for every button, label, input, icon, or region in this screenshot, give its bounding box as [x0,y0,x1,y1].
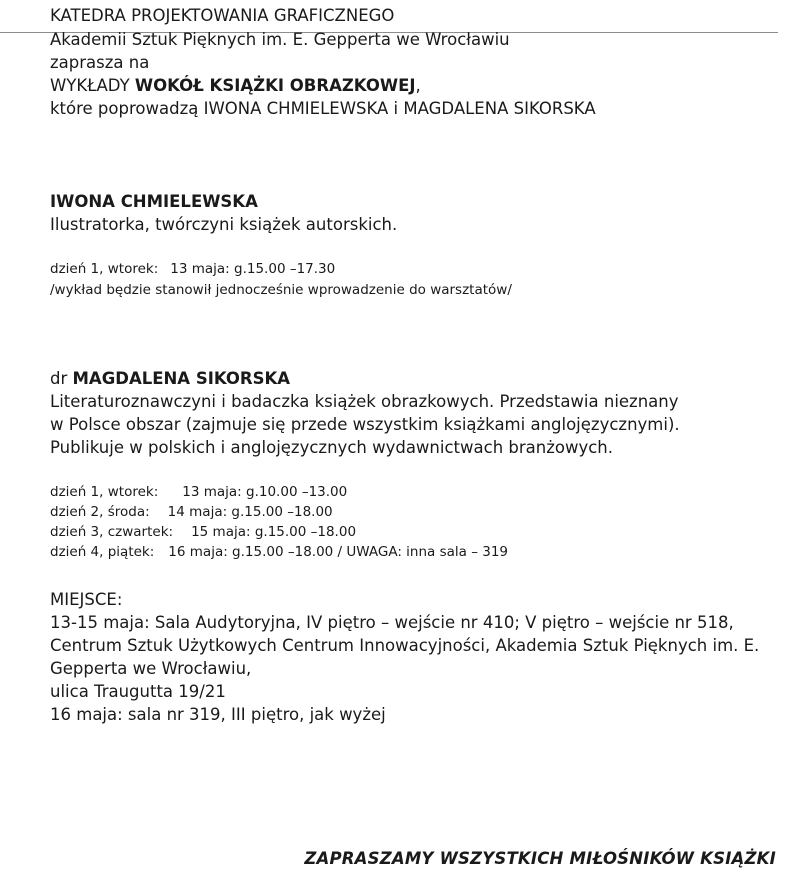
speaker1-schedule-row [50,263,335,277]
lecturers-names: IWONA CHMIELEWSKA i MAGDALENA SIKORSKA [203,99,596,118]
lecture-title-line [50,78,421,95]
speaker2-name-line [50,371,290,388]
schedule-date-time: 13 maja: g.10.00 –13.00 [182,484,348,500]
speaker2-name: MAGDALENA SIKORSKA [72,369,291,388]
schedule-day: dzień 2, środa: [50,504,150,520]
place-line: ulica Traugutta 19/21 [50,682,226,701]
lecture-title: WOKÓŁ KSIĄŻKI OBRAZKOWEJ [134,76,416,95]
department-name: KATEDRA PROJEKTOWANIA GRAFICZNEGO [50,6,395,25]
speaker2-title: dr [50,369,73,388]
speaker2-schedule-row [50,546,508,560]
schedule-day: dzień 4, piątek: [50,544,155,560]
speaker2-schedule-row [50,506,333,520]
schedule-date-time: 13 maja: g.15.00 –17.30 [170,261,336,277]
speaker2-bio-line: w Polsce obszar (zajmuje się przede wszystkim książkami anglojęzycznymi). [50,415,680,434]
speaker1-note: /wykład będzie stanowił jednocześnie wprowadzenie do warsztatów/ [50,282,512,298]
speaker2-schedule-row [50,486,347,500]
lecture-prefix: WYKŁADY [50,76,135,95]
place-label: MIEJSCE: [50,590,123,609]
closing-invitation: ZAPRASZAMY WSZYSTKICH MIŁOŚNIKÓW KSIĄŻKI [304,849,776,868]
lecturers-line [50,101,596,118]
speaker1-name-text: IWONA CHMIELEWSKA [50,192,258,211]
lecturers-prefix: które poprowadzą [50,99,204,118]
place-line: Gepperta we Wrocławiu, [50,659,252,678]
invite-text: zaprasza na [50,53,150,72]
schedule-day: dzień 1, wtorek: [50,261,159,277]
schedule-day: dzień 3, czwartek: [50,524,174,540]
speaker2-bio-line: Literaturoznawczyni i badaczka książek obrazkowych. Przedstawia nieznany [50,392,679,411]
schedule-day: dzień 1, wtorek: [50,484,159,500]
schedule-date-time: 14 maja: g.15.00 –18.00 [167,504,333,520]
place-line: Centrum Sztuk Użytkowych Centrum Innowacyjności, Akademia Sztuk Pięknych im. E. [50,636,760,655]
schedule-date-time: 15 maja: g.15.00 –18.00 [191,524,357,540]
speaker1-bio: Ilustratorka, twórczyni książek autorskich. [50,215,398,234]
speaker1-name [50,194,258,211]
speaker2-schedule-row [50,526,356,540]
place-line: 16 maja: sala nr 319, III piętro, jak wyżej [50,705,386,724]
academy-name: Akademii Sztuk Pięknych im. E. Gepperta we Wrocławiu [50,30,510,49]
schedule-date-time: 16 maja: g.15.00 –18.00 / UWAGA: inna sala – 319 [168,544,509,560]
speaker2-bio-line: Publikuje w polskich i anglojęzycznych wydawnictwach branżowych. [50,438,614,457]
place-line: 13-15 maja: Sala Audytoryjna, IV piętro – wejście nr 410; V piętro – wejście nr 518, [50,613,734,632]
lecture-suffix: , [415,76,421,95]
